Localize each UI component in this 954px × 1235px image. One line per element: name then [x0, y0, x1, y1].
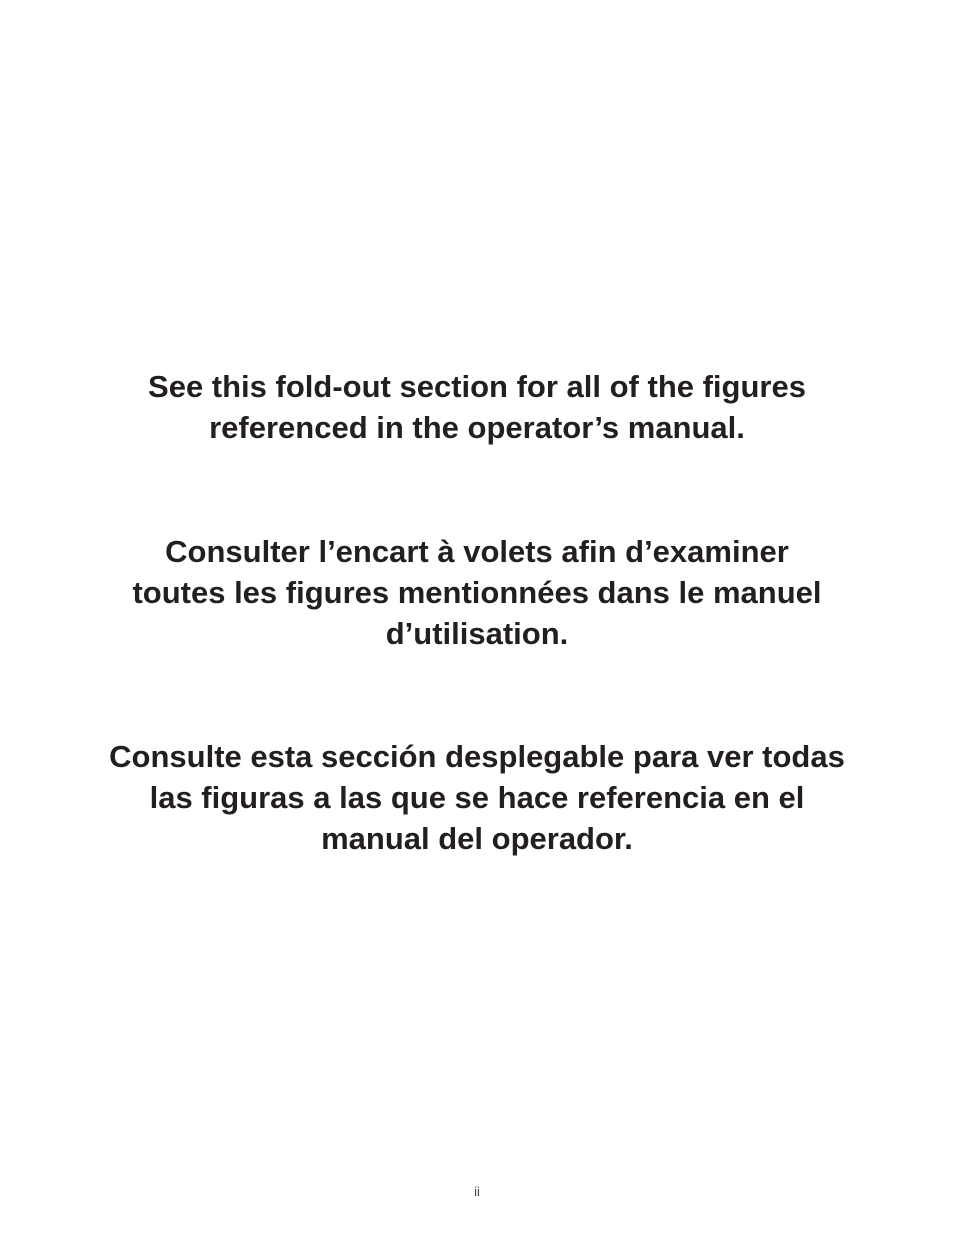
spanish-notice-line: manual del operador.: [321, 821, 633, 856]
page-number: ii: [474, 1184, 480, 1199]
spanish-notice: [0, 736, 954, 859]
spanish-notice-line: las figuras a las que se hace referencia en el: [149, 780, 805, 815]
english-notice-line: referenced in the operator’s manual.: [209, 410, 745, 445]
english-notice: [0, 366, 954, 448]
french-notice-line: Consulter l’encart à volets afin d’examiner: [165, 534, 789, 569]
french-notice: [0, 531, 954, 654]
french-notice-line: d’utilisation.: [385, 616, 569, 651]
french-notice-line: toutes les figures mentionnées dans le manuel: [132, 575, 822, 610]
spanish-notice-line: Consulte esta sección desplegable para ver todas: [109, 739, 845, 774]
english-notice-line: See this fold-out section for all of the figures: [148, 369, 806, 404]
